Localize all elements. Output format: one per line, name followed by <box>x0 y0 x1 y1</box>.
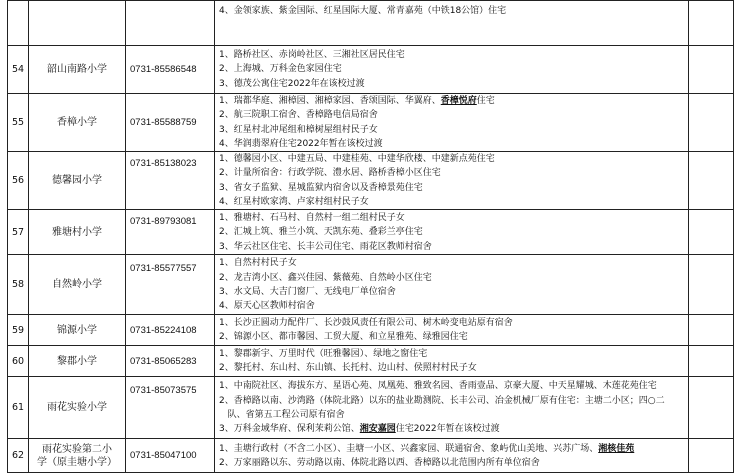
area-line: 1、黎郡新宇、万里时代（旺雅馨园）、绿地之窗住宅 <box>219 349 428 360</box>
school-name: 香樟小学 <box>29 94 126 152</box>
school-phone: 0731-89793081 <box>126 210 215 255</box>
school-district-table <box>7 0 734 473</box>
area-line: 1、圭塘行政村（不含二小区）、圭塘一小区、兴鑫家园、联通宿舍、象屿优山美地、兴苏广场、湘核佳苑 <box>219 443 635 454</box>
row-number: 59 <box>8 315 29 346</box>
area-line: 1、雅塘村、石马村、自然村一组二组村民子女 <box>219 212 405 223</box>
table-row <box>8 255 734 315</box>
area-line: 3、水文局、大吉门窗厂、无线电厂单位宿舍 <box>219 286 396 297</box>
area-line: 队、省第五工程公司原有宿舍 <box>219 409 345 420</box>
remarks-cell <box>689 210 734 255</box>
table-row <box>8 346 734 377</box>
school-phone <box>126 1 215 46</box>
school-name <box>29 1 126 46</box>
district-area <box>215 255 689 315</box>
school-name: 锦源小学 <box>29 315 126 346</box>
area-line: 1、自然村村民子女 <box>219 258 297 269</box>
remarks-cell <box>689 1 734 46</box>
district-area <box>215 346 689 377</box>
table-row <box>8 46 734 94</box>
school-phone: 0731-85138023 <box>126 152 215 210</box>
area-line: 2、上海城、万科金色家园住宅 <box>219 64 342 75</box>
remarks-cell <box>689 315 734 346</box>
row-number: 54 <box>8 46 29 94</box>
table-row <box>8 210 734 255</box>
school-name: 黎郡小学 <box>29 346 126 377</box>
highlighted-estate: 湘核佳苑 <box>598 443 635 454</box>
school-name: 自然岭小学 <box>29 255 126 315</box>
area-line: 3、红星村北冲尾组和樟树屋组村民子女 <box>219 124 378 135</box>
district-area <box>215 439 689 473</box>
remarks-cell <box>689 439 734 473</box>
school-phone: 0731-85224108 <box>126 315 215 346</box>
row-number: 56 <box>8 152 29 210</box>
area-line: 4、红星村欧家湾、卢家村组村民子女 <box>219 197 369 208</box>
area-line: 1、德馨园小区、中建五局、中建桂苑、中建华欣楼、中建新点苑住宅 <box>219 154 495 165</box>
remarks-cell <box>689 152 734 210</box>
row-number: 60 <box>8 346 29 377</box>
district-area <box>215 94 689 152</box>
school-phone: 0731-85065283 <box>126 346 215 377</box>
highlighted-estate: 香樟悦府 <box>440 96 477 106</box>
table-row <box>8 377 734 439</box>
area-line: 1、长沙正圆动力配件厂、长沙鼓风责任有限公司、树木岭变电站原有宿舍 <box>219 318 513 329</box>
school-phone: 0731-85586548 <box>126 46 215 94</box>
highlighted-estate: 湘安嘉园 <box>359 424 396 435</box>
school-name: 雨花实验小学 <box>29 377 126 439</box>
district-area <box>215 152 689 210</box>
row-number: 57 <box>8 210 29 255</box>
row-number: 61 <box>8 377 29 439</box>
area-line: 3、省女子监狱、星城监狱内宿舍以及香樟景苑住宅 <box>219 182 423 193</box>
area-line: 2、黎托村、东山村、东山镇、长托村、边山村、侯照村村民子女 <box>219 363 477 374</box>
remarks-cell <box>689 46 734 94</box>
area-line: 3、德茂公寓住宅2022年在该校过渡 <box>219 78 365 89</box>
area-line: 2、锦源小区、都市馨园、工贸大厦、和立星雅苑、绿雅园住宅 <box>219 332 468 343</box>
area-line: 2、汇城上筑、雅兰小筑、天凯东苑、叠彩兰亭住宅 <box>219 227 423 238</box>
row-number: 62 <box>8 439 29 473</box>
area-line: 2、万家丽路以东、劳动路以南、体院北路以西、香樟路以北范围内所有单位宿舍 <box>219 457 540 468</box>
school-name: 雅塘村小学 <box>29 210 126 255</box>
remarks-cell <box>689 255 734 315</box>
district-area <box>215 1 689 46</box>
area-line: 3、华云社区住宅、长丰公司住宅、雨花区教师村宿舍 <box>219 241 432 252</box>
area-line: 1、瑞都华庭、湘樟园、湘樟家园、香颂国际、华翼府、香樟悦府住宅 <box>219 96 495 106</box>
district-area <box>215 46 689 94</box>
district-area <box>215 210 689 255</box>
area-line: 4、原天心区教师村宿舍 <box>219 301 315 312</box>
area-line: 4、金领家族、紫金国际、红星国际大厦、常青嘉苑（中铁18公馆）住宅 <box>219 6 507 16</box>
area-line: 2、香樟路以南、沙湾路（体院北路）以东的盐业勘测院、长丰公司、冶金机械厂原有住宅：主塘二小区；四○二 <box>219 395 665 406</box>
school-phone: 0731-85073575 <box>126 377 215 439</box>
table-row <box>8 439 734 473</box>
area-line: 2、计量所宿舍：行政学院、澧水居、路桥香樟小区住宅 <box>219 168 441 179</box>
row-number: 58 <box>8 255 29 315</box>
row-number <box>8 1 29 46</box>
school-phone: 0731-85577557 <box>126 255 215 315</box>
table-row <box>8 94 734 152</box>
table-row-continuation <box>8 1 734 46</box>
school-phone: 0731-85047100 <box>126 439 215 473</box>
school-phone: 0731-85588759 <box>126 94 215 152</box>
area-line: 3、万科金域华府、保利茉莉公馆、湘安嘉园住宅2022年暂在该校过渡 <box>219 424 500 435</box>
school-name: 雨花实验第二小 学（原圭塘小学） <box>29 439 126 473</box>
area-line: 2、龙吉湾小区、鑫兴佳园、紫薇苑、自然岭小区住宅 <box>219 272 432 283</box>
remarks-cell <box>689 346 734 377</box>
district-area <box>215 315 689 346</box>
table-row <box>8 152 734 210</box>
area-line: 4、华润翡翠府住宅2022年暂在该校过渡 <box>219 138 383 149</box>
school-name: 德馨园小学 <box>29 152 126 210</box>
district-area <box>215 377 689 439</box>
area-line: 1、中南院社区、海拔东方、星语心苑、凤凰苑、雅致名园、香雨壹品、京豪大厦、中天星耀城、木莲花苑住宅 <box>219 381 657 392</box>
table-row <box>8 315 734 346</box>
remarks-cell <box>689 377 734 439</box>
area-line: 1、路桥社区、赤岗岭社区、三湘社区居民住宅 <box>219 50 405 61</box>
remarks-cell <box>689 94 734 152</box>
area-line: 2、航三院职工宿舍、香樟路电信局宿舍 <box>219 110 378 121</box>
school-name: 韶山南路小学 <box>29 46 126 94</box>
row-number: 55 <box>8 94 29 152</box>
